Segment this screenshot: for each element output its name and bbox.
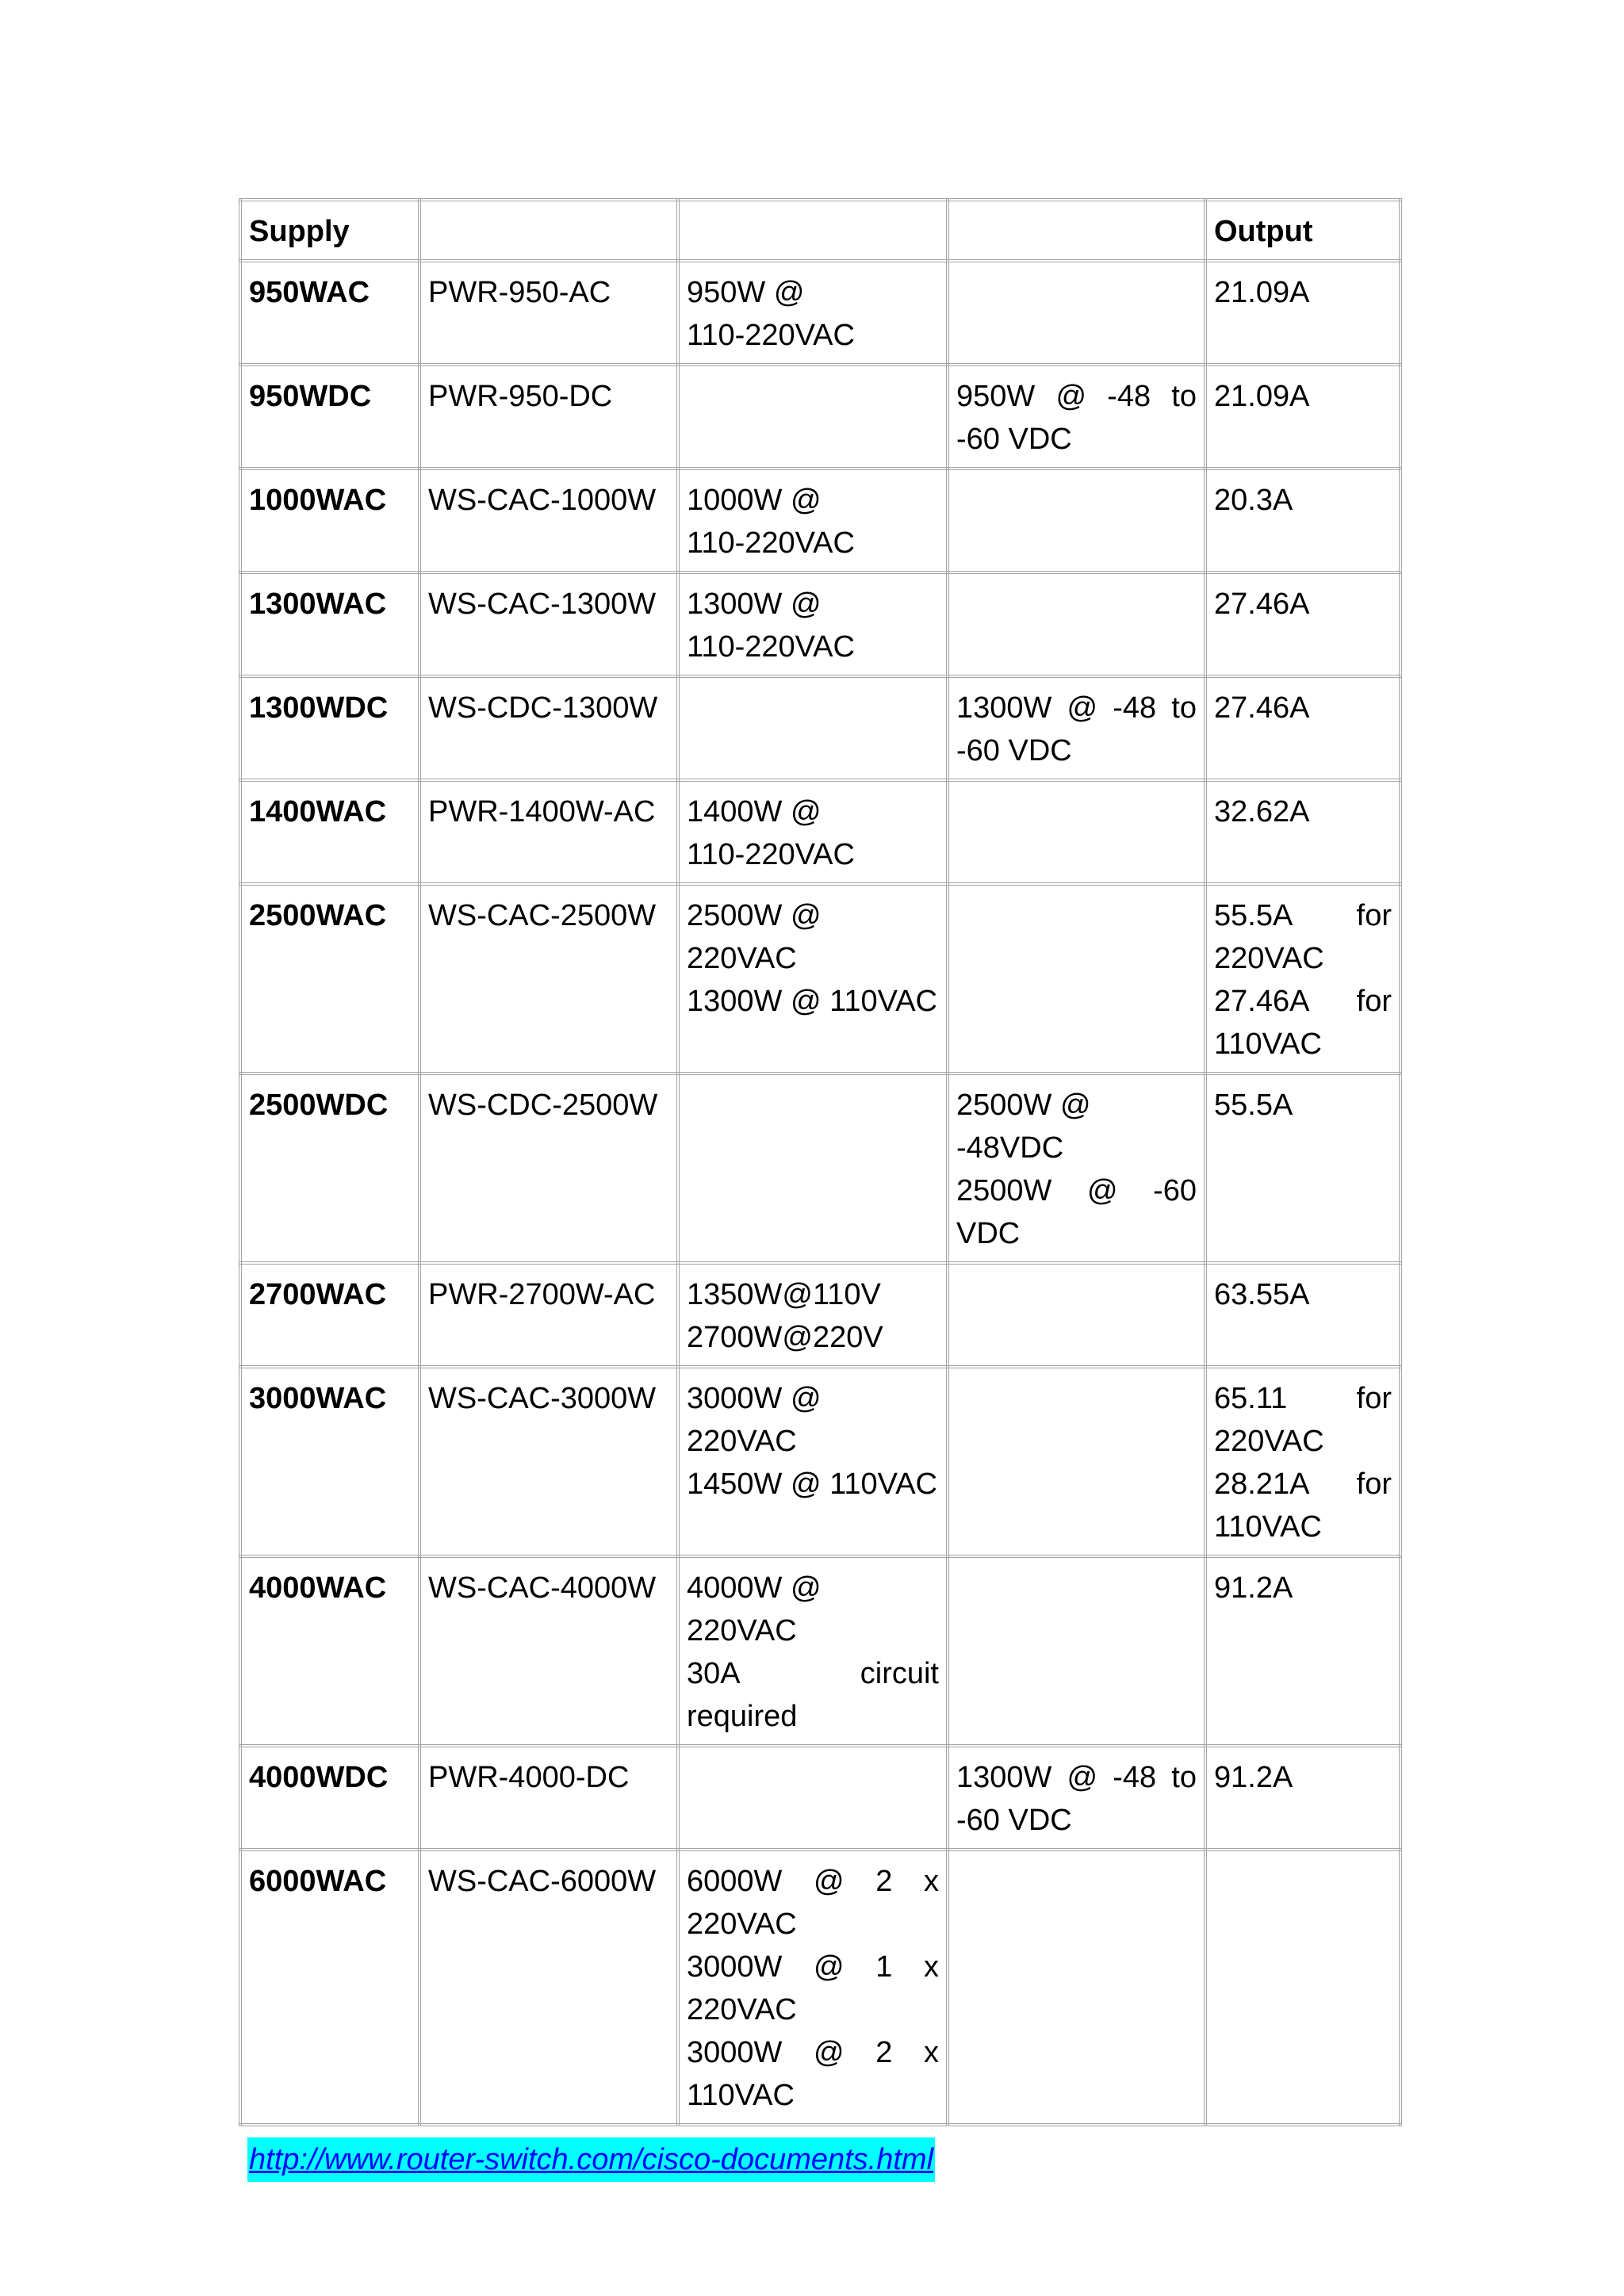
part-number-cell: PWR-2700W-AC <box>419 1263 678 1367</box>
table-body <box>240 200 1400 2125</box>
table-row <box>240 1556 1400 1746</box>
table-row <box>240 1746 1400 1850</box>
table-row <box>240 365 1400 469</box>
dc-rating-cell <box>948 261 1205 365</box>
ac-rating-cell <box>678 1073 948 1263</box>
ac-rating-cell <box>678 1850 948 2125</box>
supply-name-cell: 2700WAC <box>240 1263 419 1367</box>
supply-name-cell: 950WAC <box>240 261 419 365</box>
dc-rating-cell-line: 950W @ -48 to <box>956 380 1197 413</box>
ac-rating-cell-line: 1350W@110V <box>687 1278 881 1311</box>
table-row <box>240 469 1400 572</box>
output-current-cell-line: 20.3A <box>1214 484 1293 517</box>
dc-rating-cell <box>948 884 1205 1073</box>
ac-rating-cell-line: 3000W @ 220VAC <box>687 1382 822 1458</box>
ac-rating-cell <box>678 780 948 884</box>
ac-rating-cell <box>678 1556 948 1746</box>
ac-rating-cell-line: 110-220VAC <box>687 526 855 560</box>
ac-rating-cell <box>678 676 948 780</box>
dc-rating-cell-line: -60 VDC <box>956 1804 1072 1837</box>
dc-rating-cell <box>948 572 1205 676</box>
ac-rating-cell-line: required <box>687 1700 798 1733</box>
table-row <box>240 1263 1400 1367</box>
dc-rating-cell <box>948 469 1205 572</box>
ac-rating-cell-line: 220VAC <box>687 1908 797 1941</box>
table-row <box>240 261 1400 365</box>
output-current-cell-line: 27.46A for <box>1214 985 1392 1018</box>
output-current-cell <box>1205 572 1400 676</box>
output-current-cell-line: 91.2A <box>1214 1571 1293 1605</box>
supply-name-cell: 2500WAC <box>240 884 419 1073</box>
ac-rating-cell <box>678 572 948 676</box>
output-current-cell-line: 65.11 for <box>1214 1382 1392 1415</box>
header-cell-supply: Supply <box>240 200 419 261</box>
table-row <box>240 572 1400 676</box>
output-current-cell-line: 110VAC <box>1214 1027 1322 1061</box>
supply-name-cell: 3000WAC <box>240 1367 419 1556</box>
output-current-cell-line: 110VAC <box>1214 1510 1322 1544</box>
supply-name-cell: 2500WDC <box>240 1073 419 1263</box>
output-current-cell-line: 27.46A <box>1214 691 1310 725</box>
output-current-cell <box>1205 780 1400 884</box>
output-current-cell <box>1205 469 1400 572</box>
part-number-cell: PWR-950-AC <box>419 261 678 365</box>
part-number-cell: WS-CAC-3000W <box>419 1367 678 1556</box>
output-current-cell-line: 91.2A <box>1214 1761 1293 1794</box>
ac-rating-cell-line: 1300W @ <box>687 587 822 621</box>
output-current-cell-line: 21.09A <box>1214 380 1310 413</box>
dc-rating-cell-line: 2500W @ -60 <box>956 1174 1197 1207</box>
part-number-cell: WS-CAC-1000W <box>419 469 678 572</box>
output-current-cell-line: 220VAC <box>1214 942 1324 975</box>
ac-rating-cell <box>678 261 948 365</box>
ac-rating-cell <box>678 365 948 469</box>
dc-rating-cell <box>948 780 1205 884</box>
supply-name-cell: 1300WDC <box>240 676 419 780</box>
output-current-cell-line: 21.09A <box>1214 276 1310 309</box>
dc-rating-cell-line: 2500W @ <box>956 1089 1091 1122</box>
part-number-cell: PWR-950-DC <box>419 365 678 469</box>
output-current-cell-line: 32.62A <box>1214 795 1310 828</box>
supply-name-cell: 6000WAC <box>240 1850 419 2125</box>
ac-rating-cell-line: 110VAC <box>687 2079 795 2112</box>
supply-name-cell: 4000WAC <box>240 1556 419 1746</box>
output-current-cell <box>1205 884 1400 1073</box>
output-current-cell <box>1205 1850 1400 2125</box>
output-current-cell-line: 27.46A <box>1214 587 1310 621</box>
ac-rating-cell <box>678 884 948 1073</box>
table-row <box>240 1850 1400 2125</box>
dc-rating-cell <box>948 365 1205 469</box>
dc-rating-cell <box>948 1746 1205 1850</box>
part-number-cell: WS-CDC-2500W <box>419 1073 678 1263</box>
table-row <box>240 1367 1400 1556</box>
table-row <box>240 884 1400 1073</box>
output-current-cell <box>1205 261 1400 365</box>
header-cell-ac <box>678 200 948 261</box>
ac-rating-cell-line: 3000W @ 1 x <box>687 1950 939 1984</box>
part-number-cell: WS-CAC-6000W <box>419 1850 678 2125</box>
output-current-cell <box>1205 1367 1400 1556</box>
output-current-cell <box>1205 1746 1400 1850</box>
ac-rating-cell-line: 1300W @ 110VAC <box>687 985 937 1018</box>
ac-rating-cell-line: 4000W @ 220VAC <box>687 1571 822 1647</box>
part-number-cell: WS-CDC-1300W <box>419 676 678 780</box>
dc-rating-cell <box>948 676 1205 780</box>
ac-rating-cell <box>678 469 948 572</box>
output-current-cell-line: 55.5A for <box>1214 899 1392 932</box>
output-current-cell-line: 55.5A <box>1214 1089 1293 1122</box>
header-cell-output: Output <box>1205 200 1400 261</box>
dc-rating-cell-line: -48VDC <box>956 1131 1064 1165</box>
ac-rating-cell-line: 2500W @ 220VAC <box>687 899 822 975</box>
output-current-cell <box>1205 1263 1400 1367</box>
power-supply-table <box>239 198 1402 2126</box>
supply-name-cell: 1300WAC <box>240 572 419 676</box>
header-cell-part <box>419 200 678 261</box>
output-current-cell-line: 28.21A for <box>1214 1468 1392 1501</box>
part-number-cell: WS-CAC-1300W <box>419 572 678 676</box>
dc-rating-cell-line: VDC <box>956 1217 1021 1250</box>
dc-rating-cell <box>948 1850 1205 2125</box>
output-current-cell <box>1205 1073 1400 1263</box>
dc-rating-cell <box>948 1556 1205 1746</box>
part-number-cell: PWR-1400W-AC <box>419 780 678 884</box>
part-number-cell: PWR-4000-DC <box>419 1746 678 1850</box>
ac-rating-cell-line: 110-220VAC <box>687 630 855 664</box>
ac-rating-cell-line: 2700W@220V <box>687 1321 883 1354</box>
dc-rating-cell <box>948 1073 1205 1263</box>
output-current-cell <box>1205 676 1400 780</box>
ac-rating-cell-line: 950W @ <box>687 276 805 309</box>
dc-rating-cell-line: -60 VDC <box>956 734 1072 767</box>
table-row <box>240 1073 1400 1263</box>
output-current-cell <box>1205 365 1400 469</box>
ac-rating-cell-line: 110-220VAC <box>687 838 855 871</box>
ac-rating-cell-line: 6000W @ 2 x <box>687 1865 939 1898</box>
supply-name-cell: 1000WAC <box>240 469 419 572</box>
dc-rating-cell <box>948 1367 1205 1556</box>
ac-rating-cell-line: 220VAC <box>687 1993 797 2026</box>
output-current-cell-line: 63.55A <box>1214 1278 1310 1311</box>
output-current-cell-line: 220VAC <box>1214 1425 1324 1458</box>
header-row <box>240 200 1400 261</box>
router-switch-link[interactable]: http://www.router-switch.com/cisco-documents.html <box>247 2137 935 2182</box>
ac-rating-cell <box>678 1367 948 1556</box>
table-row <box>240 676 1400 780</box>
ac-rating-cell-line: 1400W @ <box>687 795 822 828</box>
output-current-cell <box>1205 1556 1400 1746</box>
ac-rating-cell-line: 3000W @ 2 x <box>687 2036 939 2069</box>
supply-name-cell: 1400WAC <box>240 780 419 884</box>
ac-rating-cell-line: 110-220VAC <box>687 319 855 352</box>
dc-rating-cell-line: 1300W @ -48 to <box>956 1761 1197 1794</box>
part-number-cell: WS-CAC-2500W <box>419 884 678 1073</box>
ac-rating-cell-line: 30A circuit <box>687 1657 939 1690</box>
dc-rating-cell <box>948 1263 1205 1367</box>
supply-name-cell: 950WDC <box>240 365 419 469</box>
header-cell-dc <box>948 200 1205 261</box>
table-row <box>240 780 1400 884</box>
ac-rating-cell <box>678 1746 948 1850</box>
supply-name-cell: 4000WDC <box>240 1746 419 1850</box>
ac-rating-cell-line: 1000W @ <box>687 484 822 517</box>
dc-rating-cell-line: 1300W @ -48 to <box>956 691 1197 725</box>
ac-rating-cell-line: 1450W @ 110VAC <box>687 1468 937 1501</box>
ac-rating-cell <box>678 1263 948 1367</box>
part-number-cell: WS-CAC-4000W <box>419 1556 678 1746</box>
dc-rating-cell-line: -60 VDC <box>956 423 1072 456</box>
